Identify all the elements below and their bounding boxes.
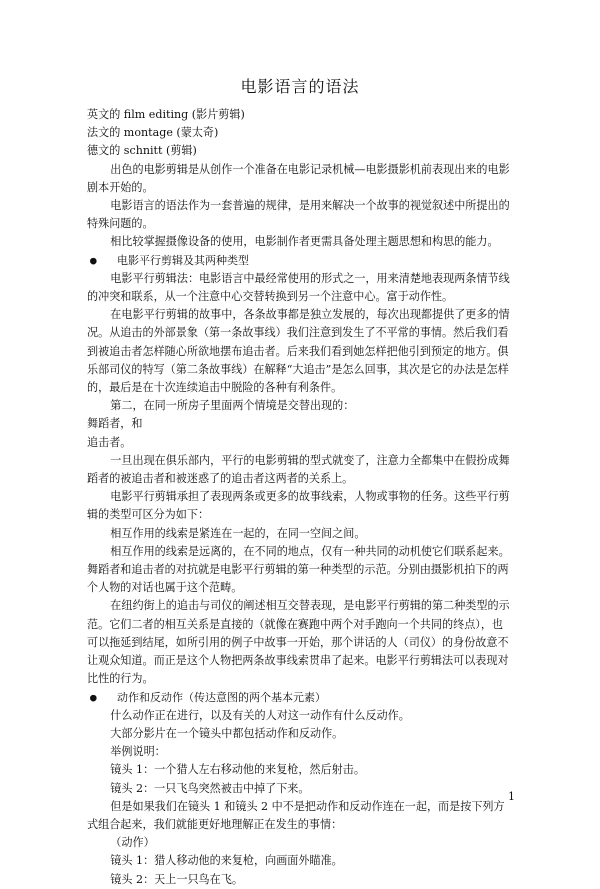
paragraph: 镜头 2：天上一只鸟在飞。 — [110, 872, 243, 886]
term-german: 德文的 schnitt (剪辑) — [87, 144, 197, 158]
paragraph: 出色的电影剪辑是从创作一个准备在电影记录机械—电影摄影机前表现出来的电影剧本开始的。 — [87, 162, 510, 194]
paragraph: （动作） — [110, 836, 155, 850]
section-heading — [87, 252, 513, 270]
section-heading-text: 电影平行剪辑及其两种类型 — [117, 253, 249, 267]
document-body — [87, 106, 513, 889]
paragraph: 第二，在同一所房子里面两个情境是交替出现的： — [110, 399, 355, 413]
paragraph: 举例说明： — [110, 745, 166, 759]
bullet-icon: ● — [90, 253, 97, 267]
section-heading-text: 动作和反动作（传达意图的两个基本元素） — [117, 690, 326, 704]
paragraph: 镜头 1：一个猎人左右移动他的来复枪，然后射击。 — [110, 763, 365, 777]
paragraph: 电影平行剪辑承担了表现两条或更多的故事线索，人物或事物的任务。这些平行剪辑的类型可区分为如下： — [87, 490, 510, 522]
paragraph: 相互作用的线索是紧连在一起的，在同一空间之间。 — [110, 526, 366, 540]
section-heading — [87, 689, 513, 707]
paragraph: 镜头 2：一只飞鸟突然被击中掉了下来。 — [110, 781, 310, 795]
list-line: 舞蹈者，和 — [87, 417, 143, 431]
paragraph: 相互作用的线索是远离的，在不同的地点，仅有一种共同的动机使它们联系起来。舞蹈者和追击者的对抗就是电影平行剪辑的第一种类型的示范。分别由摄影机拍下的两个人物的对话也属于这个范畴。 — [87, 544, 510, 595]
paragraph: 相比较掌握摄像设备的使用，电影制作者更需具备处理主题思想和构思的能力。 — [110, 235, 499, 249]
paragraph: 镜头 1：猎人移动他的来复枪，向画面外瞄准。 — [110, 854, 343, 868]
paragraph: 电影语言的语法作为一套普遍的规律，是用来解决一个故事的视觉叙述中所提出的特殊问题的。 — [87, 199, 510, 231]
list-line: 追击者。 — [87, 435, 132, 449]
term-english: 英文的 film editing (影片剪辑) — [87, 108, 245, 121]
page-number: 1 — [508, 790, 515, 803]
term-french: 法文的 montage (蒙太奇) — [87, 126, 219, 140]
paragraph: 在纽约街上的追击与司仪的阐述相互交替表现，是电影平行剪辑的第二种类型的示范。它们二者的相互关系是直接的（就像在赛跑中两个对手跑向一个共同的终点），也可以拖延到结尾，如所引用的例子中故事一开始，那个讲话的人（司仪）的身份故意不让观众知道。而正是这个人物把两条故事线索贯串了起来。电影平行剪辑法可以表现对比性的行为。 — [87, 599, 510, 686]
paragraph: 什么动作正在进行，以及有关的人对这一动作有什么反动作。 — [110, 708, 410, 722]
page-title: 电影语言的语法 — [240, 77, 360, 96]
paragraph: 但是如果我们在镜头 1 和镜头 2 中不是把动作和反动作连在一起，而是按下列方式组合起来，我们就能更好地理解正在发生的事情： — [87, 799, 505, 831]
paragraph: 在电影平行剪辑的故事中，各条故事都是独立发展的，每次出现都提供了更多的情况。从追击的外部景象（第一条故事线）我们注意到发生了不平常的事情。然后我们看到被追击者怎样随心所欲地摆布追击者。后来我们看到她怎样把他引到预定的地方。俱乐部司仪的特写（第二条故事线）在解释“大追击”是怎么回事，其次是它的办法是怎样的，最后是在十次连续追击中脱险的各种有利条件。 — [87, 308, 510, 395]
paragraph: 电影平行剪辑法：电影语言中最经常使用的形式之一，用来清楚地表现两条情节线的冲突和联系，从一个注意中心交替转换到另一个注意中心。富于动作性。 — [87, 271, 510, 304]
bullet-icon: ● — [90, 690, 97, 704]
paragraph: 一旦出现在俱乐部内，平行的电影剪辑的型式就变了，注意力全都集中在假扮成舞蹈者的被追击者和被迷惑了的追击者这两者的关系上。 — [87, 453, 510, 486]
paragraph: 大部分影片在一个镜头中都包括动作和反动作。 — [110, 726, 344, 740]
